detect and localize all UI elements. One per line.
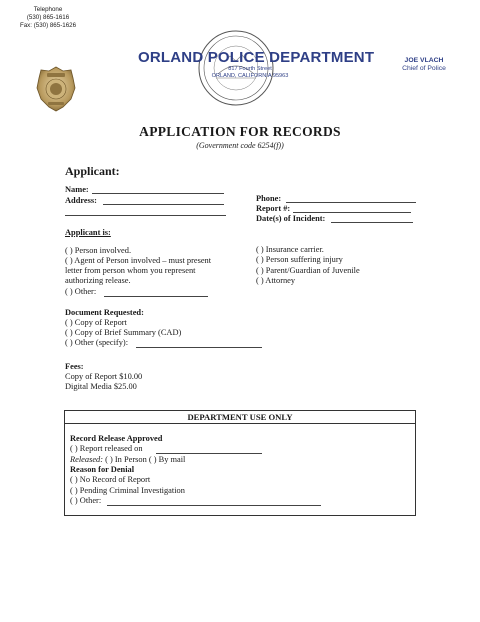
phone-label: Phone: bbox=[256, 194, 282, 203]
form-subtitle: (Government code 6254(f)) bbox=[196, 141, 284, 150]
department-address bbox=[200, 66, 300, 80]
incident-dates-field[interactable] bbox=[331, 222, 413, 223]
street-address: 817 Fourth Street bbox=[228, 66, 272, 72]
option-person-suffering-injury[interactable]: ( ) Person suffering injury bbox=[256, 255, 343, 264]
option-pending-investigation[interactable]: ( ) Pending Criminal Investigation bbox=[70, 486, 185, 495]
applicant-heading: Applicant: bbox=[65, 164, 120, 178]
name-label: Name: bbox=[65, 185, 89, 194]
option-person-involved[interactable]: ( ) Person involved. bbox=[65, 246, 132, 255]
option-agent-line3: authorizing release. bbox=[65, 276, 131, 285]
chief-name: JOE VLACH bbox=[404, 57, 444, 64]
option-insurance-carrier[interactable]: ( ) Insurance carrier. bbox=[256, 245, 324, 254]
incident-dates-label: Date(s) of Incident: bbox=[256, 214, 326, 223]
option-copy-of-report[interactable]: ( ) Copy of Report bbox=[65, 318, 127, 327]
fees-heading: Fees: bbox=[65, 362, 84, 371]
other-document-field[interactable] bbox=[136, 347, 262, 348]
form-title: APPLICATION FOR RECORDS bbox=[139, 124, 341, 139]
other-denial-field[interactable] bbox=[107, 505, 321, 506]
option-other-denial[interactable]: ( ) Other: bbox=[70, 496, 102, 505]
option-agent[interactable]: ( ) Agent of Person involved – must present bbox=[65, 256, 212, 265]
police-badge-icon bbox=[36, 66, 76, 112]
option-agent-line2: letter from person whom you represent bbox=[65, 266, 196, 275]
denial-heading: Reason for Denial bbox=[70, 465, 135, 474]
release-date-field[interactable] bbox=[156, 453, 262, 454]
telephone-label: Telephone bbox=[33, 6, 63, 13]
address-label: Address: bbox=[65, 196, 97, 205]
option-attorney[interactable]: ( ) Attorney bbox=[256, 276, 296, 285]
option-no-record[interactable]: ( ) No Record of Report bbox=[70, 475, 151, 484]
released-method-row bbox=[70, 455, 185, 466]
telephone-number: (530) 865-1616 bbox=[26, 14, 70, 21]
address-field[interactable] bbox=[103, 204, 224, 205]
contact-info bbox=[18, 6, 78, 30]
option-brief-summary[interactable]: ( ) Copy of Brief Summary (CAD) bbox=[65, 328, 182, 337]
option-other[interactable]: ( ) Other: bbox=[65, 287, 97, 296]
department-use-heading: DEPARTMENT USE ONLY bbox=[65, 411, 415, 424]
chief-title: Chief of Police bbox=[402, 65, 446, 72]
released-label: Released: bbox=[70, 455, 104, 464]
fee-digital-media: Digital Media $25.00 bbox=[65, 382, 137, 391]
release-approved-heading: Record Release Approved bbox=[70, 434, 163, 443]
report-number-label: Report #: bbox=[256, 204, 291, 213]
fee-copy-of-report: Copy of Report $10.00 bbox=[65, 372, 143, 381]
released-options[interactable]: ( ) In Person ( ) By mail bbox=[105, 455, 186, 464]
phone-field[interactable] bbox=[286, 202, 416, 203]
city-address: ORLAND, CALIFORNIA 95963 bbox=[211, 73, 289, 79]
report-number-field[interactable] bbox=[293, 212, 411, 213]
fax-number: Fax: (530) 865-1626 bbox=[19, 22, 77, 29]
document-requested-heading: Document Requested: bbox=[65, 308, 144, 317]
option-report-released[interactable]: ( ) Report released on bbox=[70, 444, 143, 453]
applicant-is-heading: Applicant is: bbox=[65, 228, 111, 237]
name-field[interactable] bbox=[92, 193, 224, 194]
department-name: ORLAND POLICE DEPARTMENT bbox=[138, 49, 375, 66]
address-field-line2[interactable] bbox=[65, 215, 226, 216]
option-other-document[interactable]: ( ) Other (specify): bbox=[65, 338, 129, 347]
option-parent-guardian[interactable]: ( ) Parent/Guardian of Juvenile bbox=[256, 266, 360, 275]
other-applicant-field[interactable] bbox=[104, 296, 208, 297]
chief-block bbox=[385, 57, 463, 73]
